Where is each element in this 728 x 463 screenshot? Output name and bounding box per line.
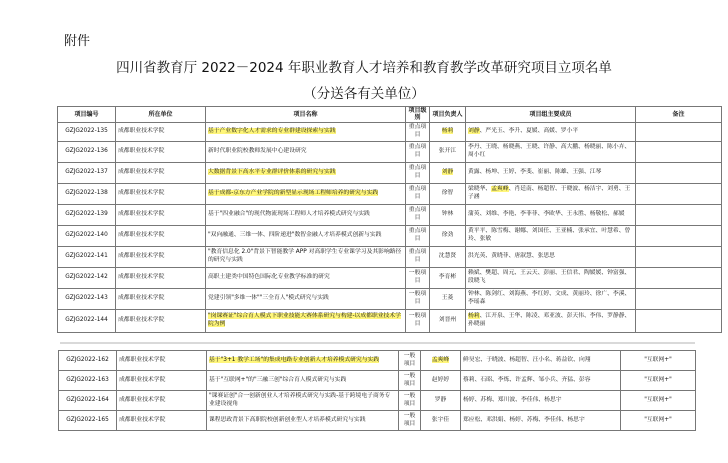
cell-unit: 成都职业技术学院 xyxy=(116,204,206,225)
cell-unit: 成都职业技术学院 xyxy=(116,225,206,246)
cell-lead: 徐智 xyxy=(430,183,466,204)
cell-project-id: GZJG2022-162 xyxy=(59,351,117,371)
cell-level: 重点项目 xyxy=(406,183,430,204)
cell-project-id: GZJG2022-144 xyxy=(58,309,116,332)
cell-project-id: GZJG2022-142 xyxy=(58,267,116,288)
table-row xyxy=(58,122,722,141)
cell-unit: 成都职业技术学院 xyxy=(116,267,206,288)
header-project-name: 项目名称 xyxy=(206,107,406,123)
cell-project-id: GZJG2022-164 xyxy=(59,391,117,411)
cell-members: 钟林、陈剑红、刘海燕、李红婷、文成、黄丽玲、徐广、李溪、李瑶森 xyxy=(466,288,636,309)
cell-level: 一般项目 xyxy=(406,288,430,309)
cell-unit: 成都职业技术学院 xyxy=(117,351,207,371)
cell-lead: 赵婷婷 xyxy=(421,371,461,391)
cell-project-name: "教育信息化 2.0"背景下智能教学 APP 对高职学生专业课学习及其影响路径的研究与实践 xyxy=(206,246,406,267)
cell-project-name: 高职土建类中国特色国际化专业教学标准的研究 xyxy=(206,267,406,288)
cell-project-name: "岗课赛证"综合育人模式下职业技能大赛体系研究与构建-以成都职业技术学院为例 xyxy=(208,313,401,327)
cell-project-id: GZJG2022-140 xyxy=(58,225,116,246)
cell-members: 李丹、王晓、杨晓燕、王晓、许静、高大鹏、杨晓丽、陈小卉、周小红 xyxy=(466,141,636,162)
table-row xyxy=(58,225,722,246)
cell-level: 重点项目 xyxy=(406,162,430,183)
cell-members: 黄平平、陈雪梅、谢娜、刘国任、王亚楠、张承宜、叶慧希、曾玲、张敏 xyxy=(466,225,636,246)
table-row xyxy=(59,371,696,391)
cell-project-name: 课程思政背景下高职院校创新创业型人才培养模式研究与实践 xyxy=(207,411,399,431)
cell-project-name: 大数据背景下高水平专业群评价体系的研究与实践 xyxy=(208,169,336,176)
cell-lead: 徐劲 xyxy=(430,225,466,246)
cell-lead: 沈慧贤 xyxy=(430,246,466,267)
table-row xyxy=(59,391,696,411)
cell-project-id: GZJG2022-139 xyxy=(58,204,116,225)
cell-unit: 成都职业技术学院 xyxy=(116,309,206,332)
cell-project-name: 基于成都-京东方产业学院的新型显示现场工程师培养的研究与实践 xyxy=(208,190,379,197)
cell-members: 杨莉、江开泉、王华、陈凌、邓亚波、彭天伟、李伟、罗静静、孙晓丽 xyxy=(466,309,636,332)
cell-note xyxy=(636,225,722,246)
header-lead: 项目负责人 xyxy=(430,107,466,123)
cell-project-id: GZJG2022-135 xyxy=(58,122,116,141)
cell-note xyxy=(636,141,722,162)
page-break-divider xyxy=(60,342,695,344)
cell-unit: 成都职业技术学院 xyxy=(117,391,207,411)
header-project-id: 项目编号 xyxy=(58,107,116,123)
cell-members: 鲜昊宏、于晓波、杨超智、汪小名、蒋益钦、向翔 xyxy=(461,351,621,371)
cell-level: 重点项目 xyxy=(406,122,430,141)
document-title: 四川省教育厅 2022－2024 年职业教育人才培养和教育教学改革研究项目立项名单 xyxy=(116,60,612,76)
cell-level: 一般项目 xyxy=(399,371,421,391)
cell-lead: 张开江 xyxy=(430,141,466,162)
cell-level: 一般项目 xyxy=(406,267,430,288)
cell-note xyxy=(636,246,722,267)
cell-members: 赖斌、樊超、周元、王云天、彭丽、王信君、陶媛媛、钟富强、段晓飞 xyxy=(466,267,636,288)
header-unit: 所在单位 xyxy=(116,107,206,123)
cell-project-id: GZJG2022-137 xyxy=(58,162,116,183)
cell-note xyxy=(636,267,722,288)
table-row xyxy=(58,183,722,204)
cell-members: 洪光英、黄晓菲、唐淑慧、张思思 xyxy=(466,246,636,267)
cell-project-name: 基于产业数字化人才需求的专业群建设探索与实践 xyxy=(208,128,336,135)
cell-note: "互联网+" xyxy=(621,411,696,431)
cell-note xyxy=(636,288,722,309)
cell-level: 重点项目 xyxy=(406,204,430,225)
table-row xyxy=(58,246,722,267)
cell-project-id: GZJG2022-163 xyxy=(59,371,117,391)
table-row xyxy=(58,267,722,288)
cell-members: 蒲英、刘维、李艳、李菲菲、李欧华、王永胜、杨敬松、郝媛 xyxy=(466,204,636,225)
cell-level: 重点项目 xyxy=(406,225,430,246)
attachment-label: 附件 xyxy=(64,34,91,49)
cell-note: "互联网+" xyxy=(621,351,696,371)
cell-note xyxy=(636,183,722,204)
table-row xyxy=(58,162,722,183)
cell-unit: 成都职业技术学院 xyxy=(116,141,206,162)
table-row xyxy=(58,309,722,332)
cell-project-name: 党建引领"多维一体""三全育人"模式研究与实践 xyxy=(206,288,406,309)
cell-lead: 杨莉 xyxy=(441,128,454,135)
cell-level: 一般项目 xyxy=(399,411,421,431)
cell-project-id: GZJG2022-165 xyxy=(59,411,117,431)
cell-lead: 刘晋州 xyxy=(430,309,466,332)
table-row xyxy=(58,288,722,309)
document-subtitle: （分送各有关单位） xyxy=(303,86,425,102)
table-row xyxy=(58,141,722,162)
table-row xyxy=(59,351,696,371)
cell-unit: 成都职业技术学院 xyxy=(116,183,206,204)
cell-lead: 罗静 xyxy=(421,391,461,411)
cell-unit: 成都职业技术学院 xyxy=(116,122,206,141)
cell-note: "互联网+" xyxy=(621,391,696,411)
cell-lead: 张宇佳 xyxy=(421,411,461,431)
header-level: 项目级别 xyxy=(406,107,430,123)
cell-members: 蔡莉、石昭、李炼、许孟辉、邹小兵、齐猛、彭容 xyxy=(461,371,621,391)
header-members: 项目组主要成员 xyxy=(466,107,636,123)
project-table-bottom xyxy=(58,350,696,431)
header-note: 备注 xyxy=(636,107,722,123)
project-table-top xyxy=(57,106,722,333)
table-row xyxy=(59,411,696,431)
cell-members: 梁晓华、孟爽峰、肖廷南、杨超智、于晓波、杨洁宇、刘勇、王子涵 xyxy=(466,183,636,204)
cell-note xyxy=(636,204,722,225)
cell-unit: 成都职业技术学院 xyxy=(117,371,207,391)
cell-project-id: GZJG2022-138 xyxy=(58,183,116,204)
cell-note xyxy=(636,309,722,332)
cell-members: 郑应松、邓洪娟、杨婷、苏梅、李佳伟、杨思宇 xyxy=(461,411,621,431)
cell-unit: 成都职业技术学院 xyxy=(116,288,206,309)
cell-members: 刘静、严光玉、李升、夏媛、高媛、罗小平 xyxy=(466,122,636,141)
cell-lead: 孟爽峰 xyxy=(431,356,450,363)
cell-members: 黄露、杨坤、王婷、李斐、崔丽、陈雄、王强、江琴 xyxy=(466,162,636,183)
cell-project-name: 基于"四业融合"的现代物流现场工程师人才培养模式研究与实践 xyxy=(206,204,406,225)
cell-note xyxy=(636,162,722,183)
cell-lead: 钟林 xyxy=(430,204,466,225)
cell-project-id: GZJG2022-136 xyxy=(58,141,116,162)
cell-project-name: "双向融通、三维一体、四阶递进"数智金融人才培养模式创新与实践 xyxy=(206,225,406,246)
cell-members: 杨婷、苏梅、郑川波、李佳伟、杨思宇 xyxy=(461,391,621,411)
cell-lead: 李育彬 xyxy=(430,267,466,288)
table-row xyxy=(58,204,722,225)
cell-level: 一般项目 xyxy=(399,391,421,411)
cell-project-name: 基于"3+1 教学工场"的集成电路专业创新人才培养模式研究与实践 xyxy=(209,356,380,363)
cell-lead: 王菱 xyxy=(430,288,466,309)
cell-project-name: "课赛证创"合一创新创业人才培养模式研究与实践-基于跨境电子商务专业建设视角 xyxy=(207,391,399,411)
cell-note: "互联网+" xyxy=(621,371,696,391)
cell-note xyxy=(636,122,722,141)
cell-unit: 成都职业技术学院 xyxy=(117,411,207,431)
cell-lead: 刘静 xyxy=(441,169,454,176)
cell-project-id: GZJG2022-143 xyxy=(58,288,116,309)
cell-level: 重点项目 xyxy=(406,141,430,162)
cell-level: 一般项目 xyxy=(399,351,421,371)
cell-project-id: GZJG2022-141 xyxy=(58,246,116,267)
cell-unit: 成都职业技术学院 xyxy=(116,246,206,267)
cell-unit: 成都职业技术学院 xyxy=(116,162,206,183)
cell-level: 重点项目 xyxy=(406,246,430,267)
cell-project-name: 新时代职业院校教师发展中心建设研究 xyxy=(206,141,406,162)
cell-level: 一般项目 xyxy=(406,309,430,332)
cell-project-name: 基于"互联网+"的"三融三创"综合育人模式研究与实践 xyxy=(207,371,399,391)
